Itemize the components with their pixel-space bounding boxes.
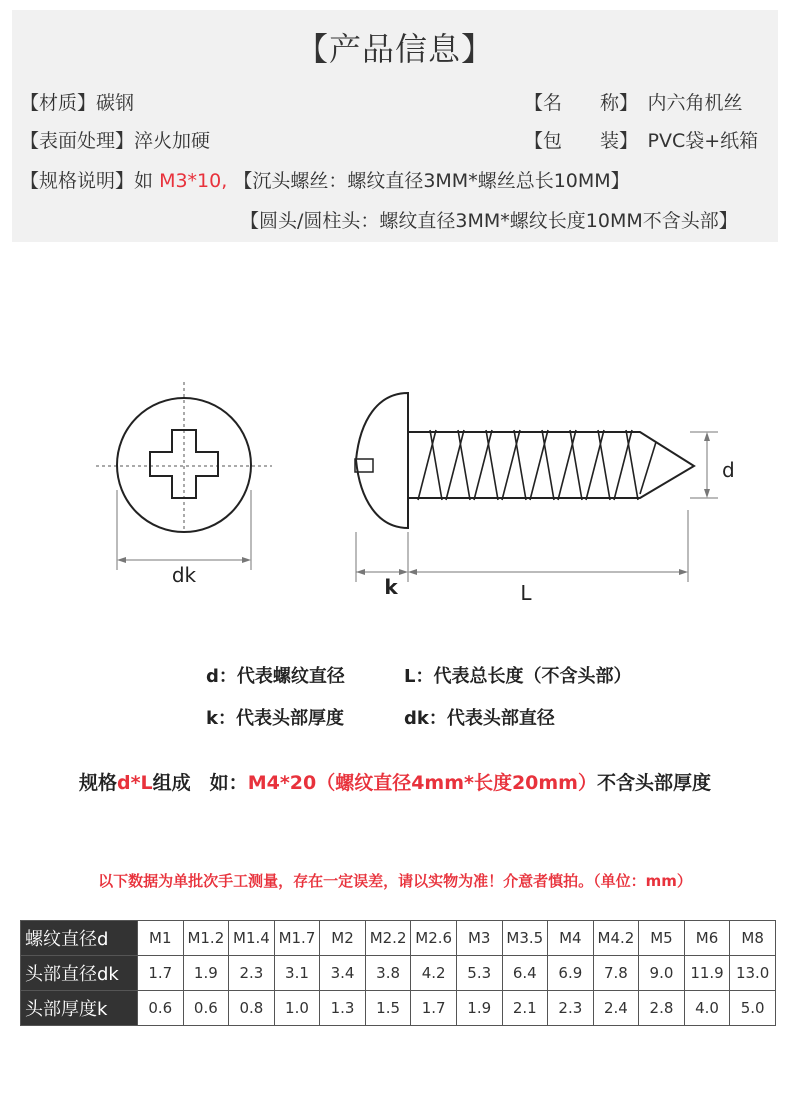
name-label: 【名 称】 bbox=[524, 92, 629, 114]
table-cell: 1.9 bbox=[456, 991, 502, 1026]
table-cell: 11.9 bbox=[684, 956, 730, 991]
row-header: 螺纹直径d bbox=[21, 921, 138, 956]
table-cell: 1.0 bbox=[274, 991, 320, 1026]
screw-diagram bbox=[0, 360, 790, 620]
screw-side-view bbox=[355, 393, 735, 605]
spec-part2: d*L bbox=[117, 772, 153, 794]
row-header: 头部直径dk bbox=[21, 956, 138, 991]
table-cell: 5.0 bbox=[730, 991, 776, 1026]
label-d: d bbox=[722, 458, 735, 482]
row-header: 头部厚度k bbox=[21, 991, 138, 1026]
table-cell: 1.7 bbox=[138, 956, 184, 991]
spec-table bbox=[20, 920, 776, 1026]
legend-L-key: L： bbox=[404, 666, 434, 687]
spec-explanation bbox=[0, 768, 790, 795]
spec-row bbox=[20, 166, 630, 193]
table-cell: M4 bbox=[548, 921, 594, 956]
table-cell: M3 bbox=[456, 921, 502, 956]
table-cell: 2.3 bbox=[229, 956, 275, 991]
table-cell: 2.3 bbox=[548, 991, 594, 1026]
table-row bbox=[21, 991, 776, 1026]
spec-part3: 组成 如： bbox=[152, 772, 248, 794]
table-cell: M8 bbox=[730, 921, 776, 956]
material-row bbox=[20, 88, 134, 115]
spec-label: 【规格说明】 bbox=[20, 170, 135, 192]
table-cell: 6.4 bbox=[502, 956, 548, 991]
table-cell: 3.1 bbox=[274, 956, 320, 991]
label-k: k bbox=[384, 575, 398, 599]
spec-pan: 【圆头/圆柱头：螺纹直径3MM*螺纹长度10MM不含头部】 bbox=[240, 210, 738, 232]
spec-part5: 不含头部厚度 bbox=[596, 772, 711, 794]
phillips-cross-icon bbox=[150, 430, 218, 498]
product-info-panel bbox=[12, 10, 778, 242]
table-cell: 1.3 bbox=[320, 991, 366, 1026]
spec-part4: M4*20（螺纹直径4mm*长度20mm） bbox=[247, 772, 597, 794]
legend-d-key: d： bbox=[206, 666, 237, 687]
table-cell: M3.5 bbox=[502, 921, 548, 956]
table-cell: 9.0 bbox=[639, 956, 685, 991]
spec-example: M3*10, bbox=[159, 170, 228, 192]
table-cell: 0.8 bbox=[229, 991, 275, 1026]
table-cell: 6.9 bbox=[548, 956, 594, 991]
table-cell: M5 bbox=[639, 921, 685, 956]
table-cell: M1.7 bbox=[274, 921, 320, 956]
legend-dk-key: dk： bbox=[404, 708, 447, 729]
label-L: L bbox=[520, 581, 532, 605]
name-value: 内六角机丝 bbox=[647, 92, 743, 114]
table-cell: M1 bbox=[138, 921, 184, 956]
table-row bbox=[21, 921, 776, 956]
legend-k-text: 代表头部厚度 bbox=[235, 708, 344, 729]
spec-pan-row bbox=[240, 206, 738, 233]
table-cell: M2.2 bbox=[365, 921, 411, 956]
legend-d-text: 代表螺纹直径 bbox=[236, 666, 345, 687]
table-cell: M1.2 bbox=[183, 921, 229, 956]
table-cell: 13.0 bbox=[730, 956, 776, 991]
page-title: 【产品信息】 bbox=[295, 30, 494, 68]
legend-L-text: 代表总长度（不含头部） bbox=[433, 666, 632, 687]
surface-label: 【表面处理】 bbox=[20, 130, 135, 152]
spec-prefix: 如 bbox=[134, 170, 160, 192]
package-label: 【包 装】 bbox=[524, 130, 629, 152]
spec-countersunk: 【沉头螺丝：螺纹直径3MM*螺丝总长10MM】 bbox=[233, 170, 630, 192]
table-cell: 7.8 bbox=[593, 956, 639, 991]
table-cell: M1.4 bbox=[229, 921, 275, 956]
table-cell: 1.7 bbox=[411, 991, 457, 1026]
surface-row bbox=[20, 126, 210, 153]
table-row bbox=[21, 956, 776, 991]
table-cell: 3.8 bbox=[365, 956, 411, 991]
material-label: 【材质】 bbox=[20, 92, 97, 114]
table-cell: 3.4 bbox=[320, 956, 366, 991]
legend-dk-text: 代表头部直径 bbox=[446, 708, 555, 729]
table-cell: 2.8 bbox=[639, 991, 685, 1026]
name-row bbox=[524, 88, 743, 115]
table-cell: 0.6 bbox=[138, 991, 184, 1026]
table-cell: 4.2 bbox=[411, 956, 457, 991]
table-cell: M4.2 bbox=[593, 921, 639, 956]
table-cell: 2.4 bbox=[593, 991, 639, 1026]
legend-d bbox=[206, 662, 345, 688]
package-value: PVC袋+纸箱 bbox=[647, 130, 759, 152]
spec-part1: 规格 bbox=[79, 772, 118, 794]
table-cell: 1.9 bbox=[183, 956, 229, 991]
table-cell: M2.6 bbox=[411, 921, 457, 956]
material-value: 碳钢 bbox=[96, 92, 135, 114]
head-top-view bbox=[96, 382, 272, 587]
table-cell: 2.1 bbox=[502, 991, 548, 1026]
surface-value: 淬火加硬 bbox=[134, 130, 211, 152]
measurement-notice: 以下数据为单批次手工测量，存在一定误差，请以实物为准！介意者慎拍。（单位：mm） bbox=[98, 872, 692, 890]
table-cell: M6 bbox=[684, 921, 730, 956]
label-dk: dk bbox=[171, 563, 197, 587]
legend-k-key: k： bbox=[206, 708, 236, 729]
legend-dk bbox=[404, 704, 555, 730]
table-cell: 4.0 bbox=[684, 991, 730, 1026]
legend-L bbox=[404, 662, 631, 688]
table-cell: 5.3 bbox=[456, 956, 502, 991]
table-cell: 0.6 bbox=[183, 991, 229, 1026]
legend-k bbox=[206, 704, 344, 730]
table-cell: 1.5 bbox=[365, 991, 411, 1026]
table-cell: M2 bbox=[320, 921, 366, 956]
package-row bbox=[524, 126, 758, 153]
